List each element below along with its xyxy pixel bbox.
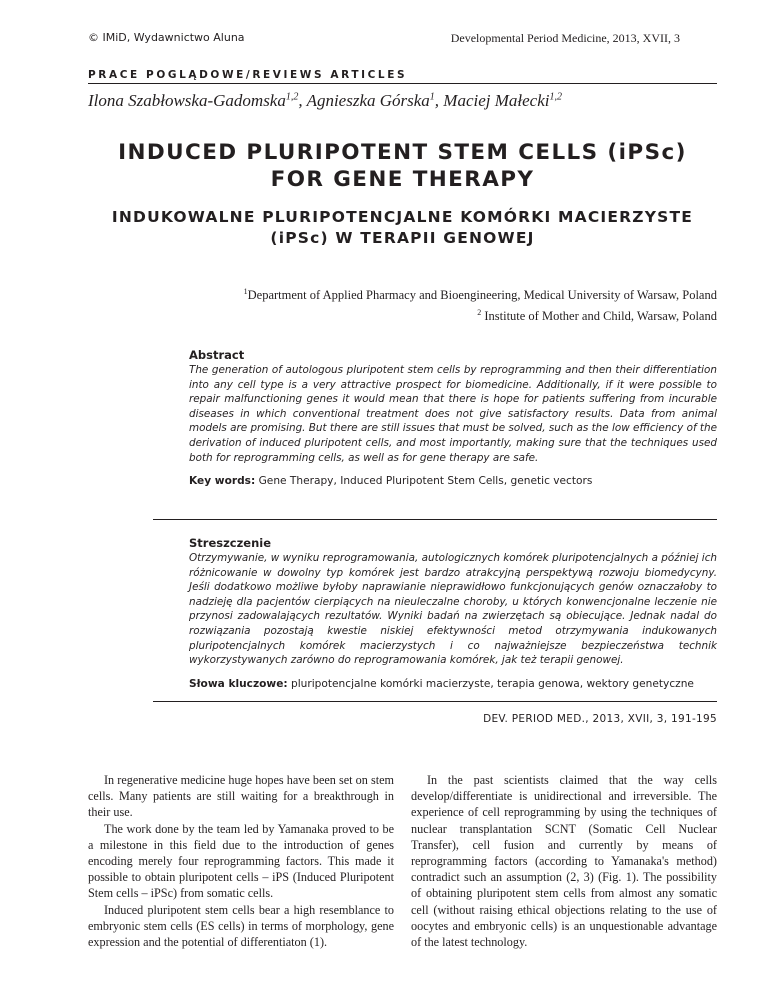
- journal-issue: Developmental Period Medicine, 2013, XVII, 3: [450, 31, 680, 45]
- abstract-text: The generation of autologous pluripotent stem cells by reprogramming and then their differentiation into any cell type is a very attractive prospect for biomedicine. Additionally, if it were possible to repair malfunctioning genes it would mean that there is hope for patients suffering from incurable diseases in which conventional treatment does not give satisfactory results. Data from animal models are promising. But there are still issues that must be solved, such as the low efficiency of the derivation of induced pluripotent cells, and most importantly, making sure that the techniques used both for reprogramming cells, as well as for gene therapy are safe.: [189, 364, 717, 464]
- author-name: Maciej Małecki: [443, 91, 550, 110]
- keywords-label: Słowa kluczowe:: [189, 677, 288, 690]
- author-name: Agnieszka Górska: [306, 91, 430, 110]
- title-polish: [88, 207, 717, 249]
- body-paragraph: In the past scientists claimed that the way cells develop/differentiate is unidirectional and irreversible. The experience of cell reprogramming by using the techniques of nuclear transplantation SCNT (Somatic Cell Nuclear Transfer), cell fusion and currently by means of reprogramming factors (according to Yamanaka's method) contradict such an assumption (2, 3) (Fig. 1). The possibility of obtaining pluripotent stem cells from almost any somatic cell (without raising ethical objections relating to the use of oocytes and embryonic cells) is an unquestionable advantage of the latest technology.: [411, 773, 717, 950]
- journal-publisher: © IMiD, Wydawnictwo Aluna: [88, 31, 245, 44]
- affiliation-line: [244, 283, 717, 304]
- author-affiliation-mark: 1,2: [285, 91, 299, 103]
- author-list: Ilona Szabłowska-Gadomska$^{1,2}$, Agnieszka Górska$^1$, Maciej Małecki$^{1,2}$: [88, 91, 562, 110]
- citation: DEV. PERIOD MED., 2013, XVII, 3, 191-195: [483, 713, 717, 725]
- streszczenie-heading: Streszczenie: [189, 536, 272, 550]
- title-english: [88, 139, 717, 193]
- body-paragraph: In regenerative medicine huge hopes have been set on stem cells. Many patients are still waiting for a breakthrough in their use.: [88, 773, 394, 820]
- section-label: PRACE POGLĄDOWE/REVIEWS ARTICLES: [88, 69, 408, 81]
- keywords-label: Key words:: [189, 475, 256, 488]
- citation-divider: [153, 701, 717, 702]
- affiliation-mark: 2: [477, 308, 482, 318]
- title-line: INDUCED PLURIPOTENT STEM CELLS (iPSc): [118, 140, 687, 165]
- affiliation-mark: 1: [243, 287, 248, 296]
- abstract-heading: Abstract: [189, 348, 245, 362]
- affiliation-line: [244, 304, 717, 325]
- title-line: FOR GENE THERAPY: [270, 167, 535, 192]
- body-paragraph: Induced pluripotent stem cells bear a high resemblance to embryonic stem cells (ES cells) in terms of morphology, gene expression and the potential of differentiaton (1).: [88, 902, 394, 950]
- affiliations: [244, 283, 717, 325]
- title-line: (iPSc) W TERAPII GENOWEJ: [270, 229, 535, 247]
- author-affiliation-mark: 1,2: [549, 91, 562, 103]
- abstract-divider: [153, 519, 717, 520]
- section-divider: [88, 83, 717, 84]
- abstract-english: [189, 348, 717, 487]
- abstract-keywords: [189, 475, 717, 487]
- abstract-polish: [189, 536, 717, 690]
- keywords-list: pluripotencjalne komórki macierzyste, terapia genowa, wektory genetyczne: [287, 677, 694, 690]
- streszczenie-text: Otrzymywanie, w wyniku reprogramowania, autologicznych komórek pluripotencjalnych a później ich różnicowanie w dowolny typ komórek jest bardzo atrakcyjną perspektywą rozwoju biomedycyny. Jeśli dodatkowo możliwe byłoby naprawianie nieprawidłowo funkcjonujących genów oznaczałoby to nadzieję dla pacjentów cierpiących na nieuleczalne choroby, u których konwencjonalne leczenie nie przynosi zadowalających rezultatów. Wyniki badań na zwierzętach są obiecujące. Jednak nadal do rozwiązania pozostają kwestie niskiej efektywności metod otrzymywania indukowanych pluripotencjalnych komórek macierzystych i co najważniejsze bezpieczeństwa technik wykorzystywanych zarówno do reprogramowania komórek, jak też terapii genowej.: [189, 552, 717, 667]
- affiliation-text: Department of Applied Pharmacy and Bioengineering, Medical University of Warsaw, Poland: [247, 288, 717, 303]
- body-column-left: [88, 772, 394, 950]
- author-affiliation-mark: 1: [429, 91, 435, 103]
- body-column-right: [411, 772, 717, 950]
- affiliation-text: Institute of Mother and Child, Warsaw, Poland: [481, 309, 717, 324]
- author-name: Ilona Szabłowska-Gadomska: [88, 91, 286, 110]
- keywords-list: Gene Therapy, Induced Pluripotent Stem Cells, genetic vectors: [255, 475, 593, 488]
- streszczenie-keywords: [189, 678, 717, 690]
- title-line: INDUKOWALNE PLURIPOTENCJALNE KOMÓRKI MACIERZYSTE: [111, 208, 694, 226]
- body-paragraph: The work done by the team led by Yamanaka proved to be a milestone in this field due to the introduction of genes encoding merely four reprogramming factors. This made it possible to obtain pluripotent cells – iPS (Induced Pluripotent Stem cells – iPSc) from somatic cells.: [88, 821, 394, 901]
